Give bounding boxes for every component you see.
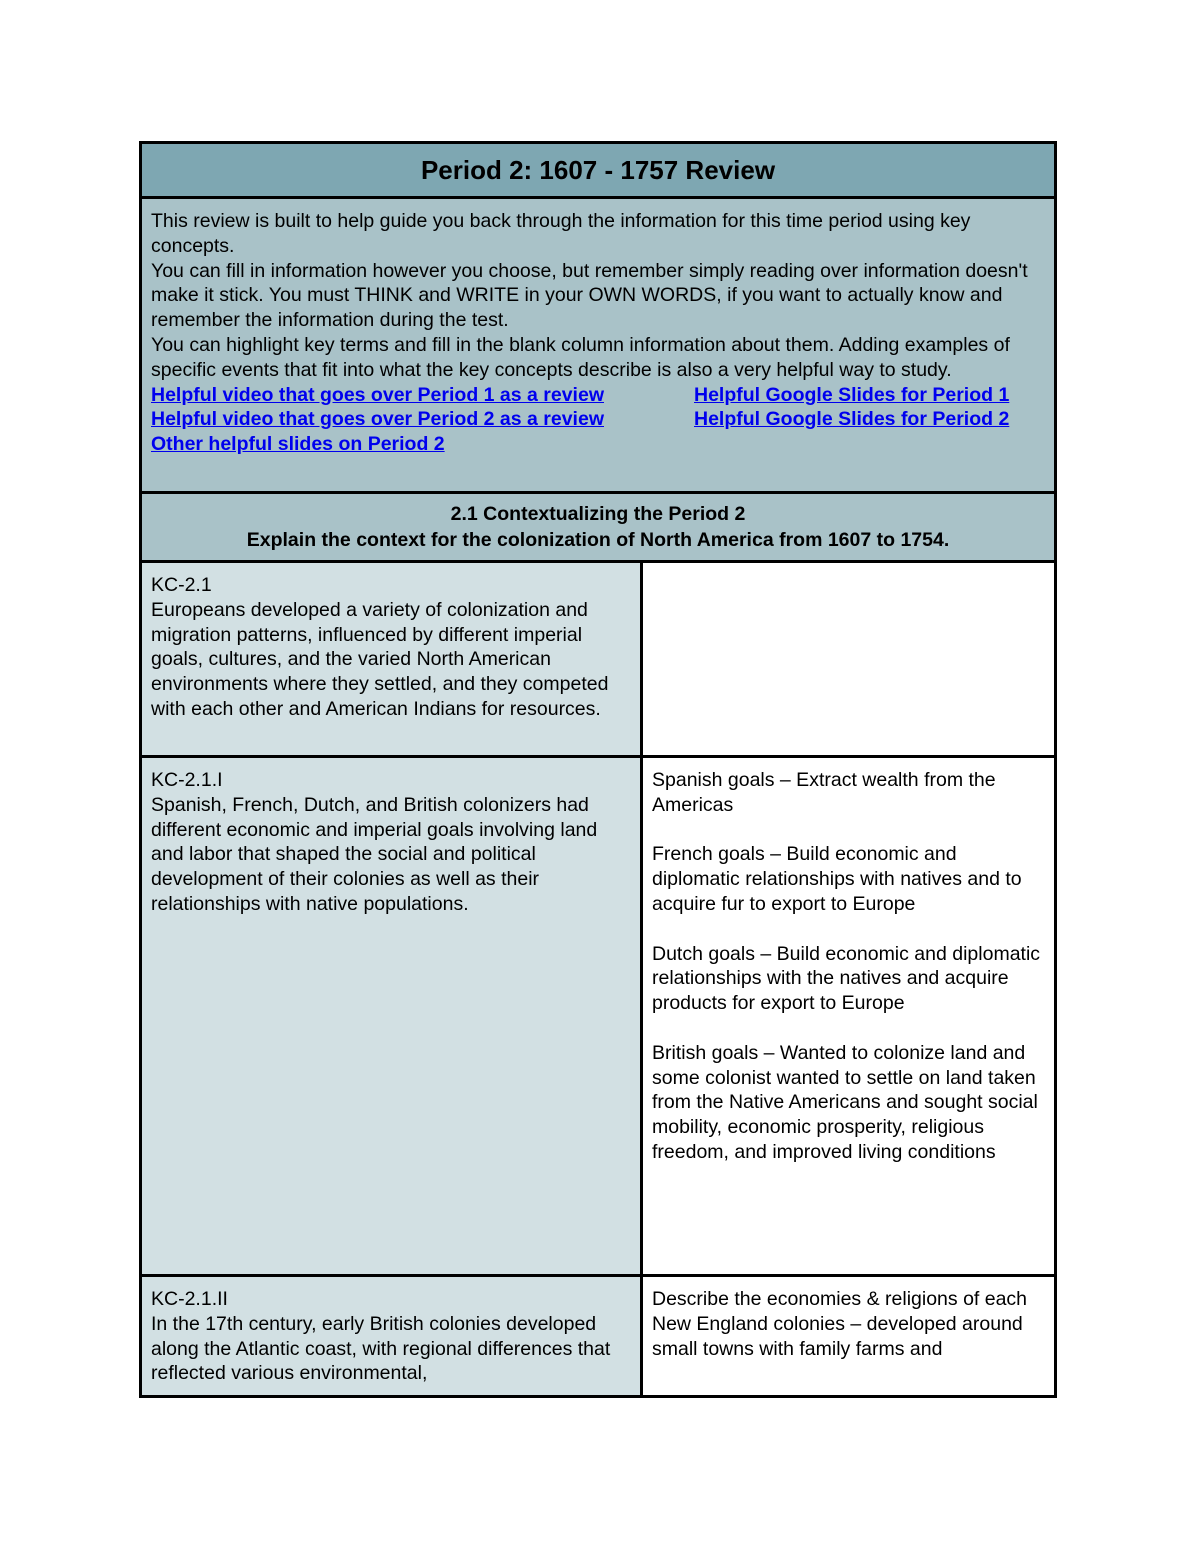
page-title: Period 2: 1607 - 1757 Review [142, 144, 1054, 199]
key-concept-code: KC-2.1 [151, 574, 212, 596]
key-concept-text: Europeans developed a variety of colonization and migration patterns, influenced by different imperial goals, cultures, and the varied North American environments where they settled, and they competed with each other and American Indians for resources. [151, 598, 609, 720]
key-concept-code: KC-2.1.II [151, 1288, 228, 1310]
key-concept-cell [142, 563, 643, 755]
video-link-period-1[interactable]: Helpful video that goes over Period 1 as a review [151, 383, 604, 406]
key-concept-text: In the 17th century, early British colonies developed along the Atlantic coast, with regional differences that reflected various environmental, [151, 1312, 611, 1385]
notes-cell[interactable] [643, 563, 1054, 755]
intro-section [142, 199, 1054, 494]
intro-paragraph-3: You can highlight key terms and fill in the blank column information about them. Adding examples of specific events that fit into what the key concepts describe is also a very helpful way to study. [151, 333, 1010, 381]
section-prompt: Explain the context for the colonization of North America from 1607 to 1754. [246, 529, 950, 551]
table-row [142, 758, 1054, 1277]
table-row [142, 563, 1054, 758]
note-prompt: Describe the economies & religions of each [652, 1288, 1028, 1310]
resource-links [151, 383, 1044, 457]
section-header [142, 494, 1054, 563]
key-concept-text: Spanish, French, Dutch, and British colonizers had different economic and imperial goals involving land and labor that shaped the social and political development of their colonies as well as their relationships with native populations. [151, 793, 598, 915]
video-link-period-2[interactable]: Helpful video that goes over Period 2 as a review [151, 408, 604, 431]
section-heading: 2.1 Contextualizing the Period 2 [450, 503, 746, 525]
intro-paragraph-2: You can fill in information however you choose, but remember simply reading over information doesn't make it stick. You must THINK and WRITE in your OWN WORDS, if you want to actually know and remember the information during the test. [151, 259, 1028, 332]
slides-link-period-2[interactable]: Helpful Google Slides for Period 2 [694, 408, 1010, 431]
key-concept-code: KC-2.1.I [151, 769, 223, 791]
other-slides-link-period-2[interactable]: Other helpful slides on Period 2 [151, 433, 445, 456]
key-concept-cell [142, 758, 643, 1274]
note-spanish-goals: Spanish goals – Extract wealth from the Americas [652, 769, 996, 816]
slides-link-period-1[interactable]: Helpful Google Slides for Period 1 [694, 383, 1010, 406]
note-french-goals: French goals – Build economic and diplomatic relationships with natives and to acquire fur to export to Europe [652, 843, 1022, 915]
key-concept-cell [142, 1277, 643, 1395]
notes-cell[interactable] [643, 758, 1054, 1274]
note-dutch-goals: Dutch goals – Build economic and diplomatic relationships with the natives and acquire products for export to Europe [652, 942, 1041, 1015]
review-table [139, 141, 1057, 1398]
table-row [142, 1277, 1054, 1395]
note-british-goals: British goals – Wanted to colonize land and some colonist wanted to settle on land taken from the Native Americans and sought social mobility, economic prosperity, religious freedom, and improved living conditions [652, 1041, 1038, 1163]
note-new-england: New England colonies – developed around small towns with family farms and [652, 1312, 1023, 1360]
intro-paragraph-1: This review is built to help guide you back through the information for this time period using key concepts. [151, 210, 971, 257]
notes-cell[interactable] [643, 1277, 1054, 1395]
